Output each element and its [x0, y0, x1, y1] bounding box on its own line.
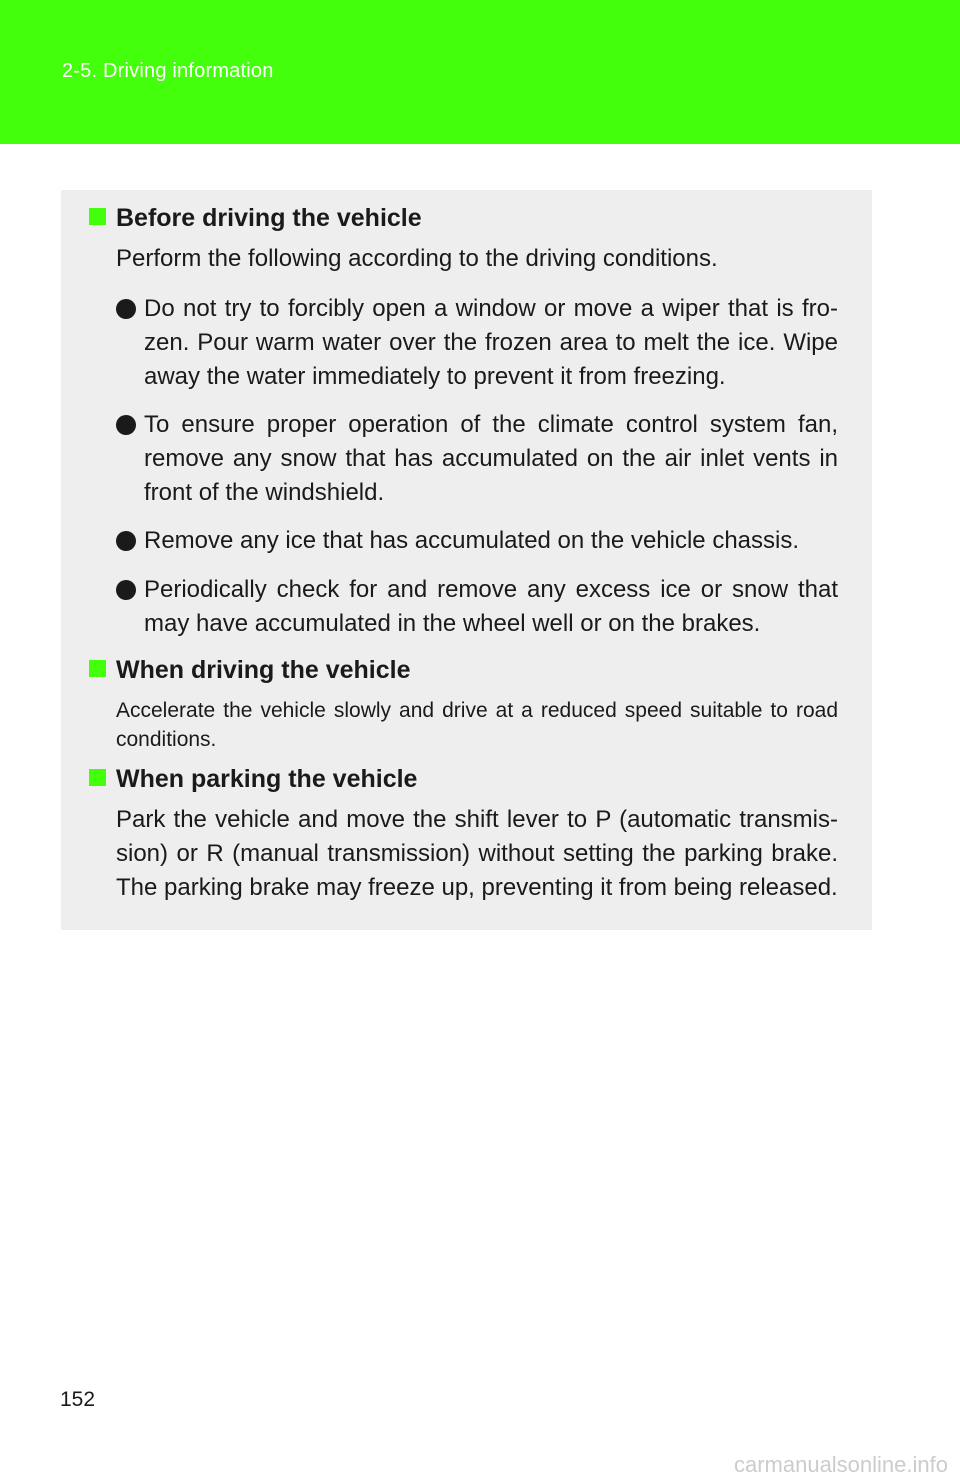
bullet-text: Remove any ice that has accumulated on the vehicle chassis. [144, 527, 800, 554]
bullet-text: To ensure proper operation of the climate control system fan, remove any snow that has accumulated on the air inlet vents in front of the windshield. [144, 411, 838, 506]
bullet-text: Periodically check for and remove any excess ice or snow that may have accumulated in the wheel well or on the brakes. [144, 576, 838, 637]
round-bullet-icon [116, 415, 136, 435]
square-bullet-icon [89, 769, 106, 786]
heading-text: When driving the vehicle [116, 656, 411, 684]
parking-text: Park the vehicle and move the shift lever to P (automatic transmis-sion) or R (manual transmission) without setting the parking brake. The parking brake may freeze up, preventing it from being released. [116, 806, 838, 901]
page-number: 152 [60, 1388, 96, 1411]
round-bullet-icon [116, 580, 136, 600]
driving-text: Accelerate the vehicle slowly and drive at a reduced speed suitable to road conditions. [116, 699, 838, 751]
heading-text: When parking the vehicle [116, 765, 418, 793]
watermark: carmanualsonline.info [733, 1452, 948, 1477]
section-title: 2-5. Driving information [62, 60, 274, 82]
bullet-text: Do not try to forcibly open a window or move a wiper that is fro-zen. Pour warm water over the frozen area to melt the ice. Wipe away the water immediately to prevent it from freezing. [144, 295, 838, 390]
heading-text: Before driving the vehicle [116, 204, 422, 232]
round-bullet-icon [116, 531, 136, 551]
header-band [0, 0, 960, 144]
before-intro: Perform the following according to the driving conditions. [116, 245, 718, 272]
bullet-item [116, 292, 838, 394]
square-bullet-icon [89, 208, 106, 225]
heading-when-driving [89, 656, 411, 685]
square-bullet-icon [89, 660, 106, 677]
bullet-item [116, 573, 838, 641]
round-bullet-icon [116, 299, 136, 319]
heading-when-parking [89, 765, 417, 794]
bullet-item [116, 524, 838, 558]
heading-before-driving [89, 204, 422, 233]
bullet-item [116, 408, 838, 510]
content-box [61, 190, 872, 930]
